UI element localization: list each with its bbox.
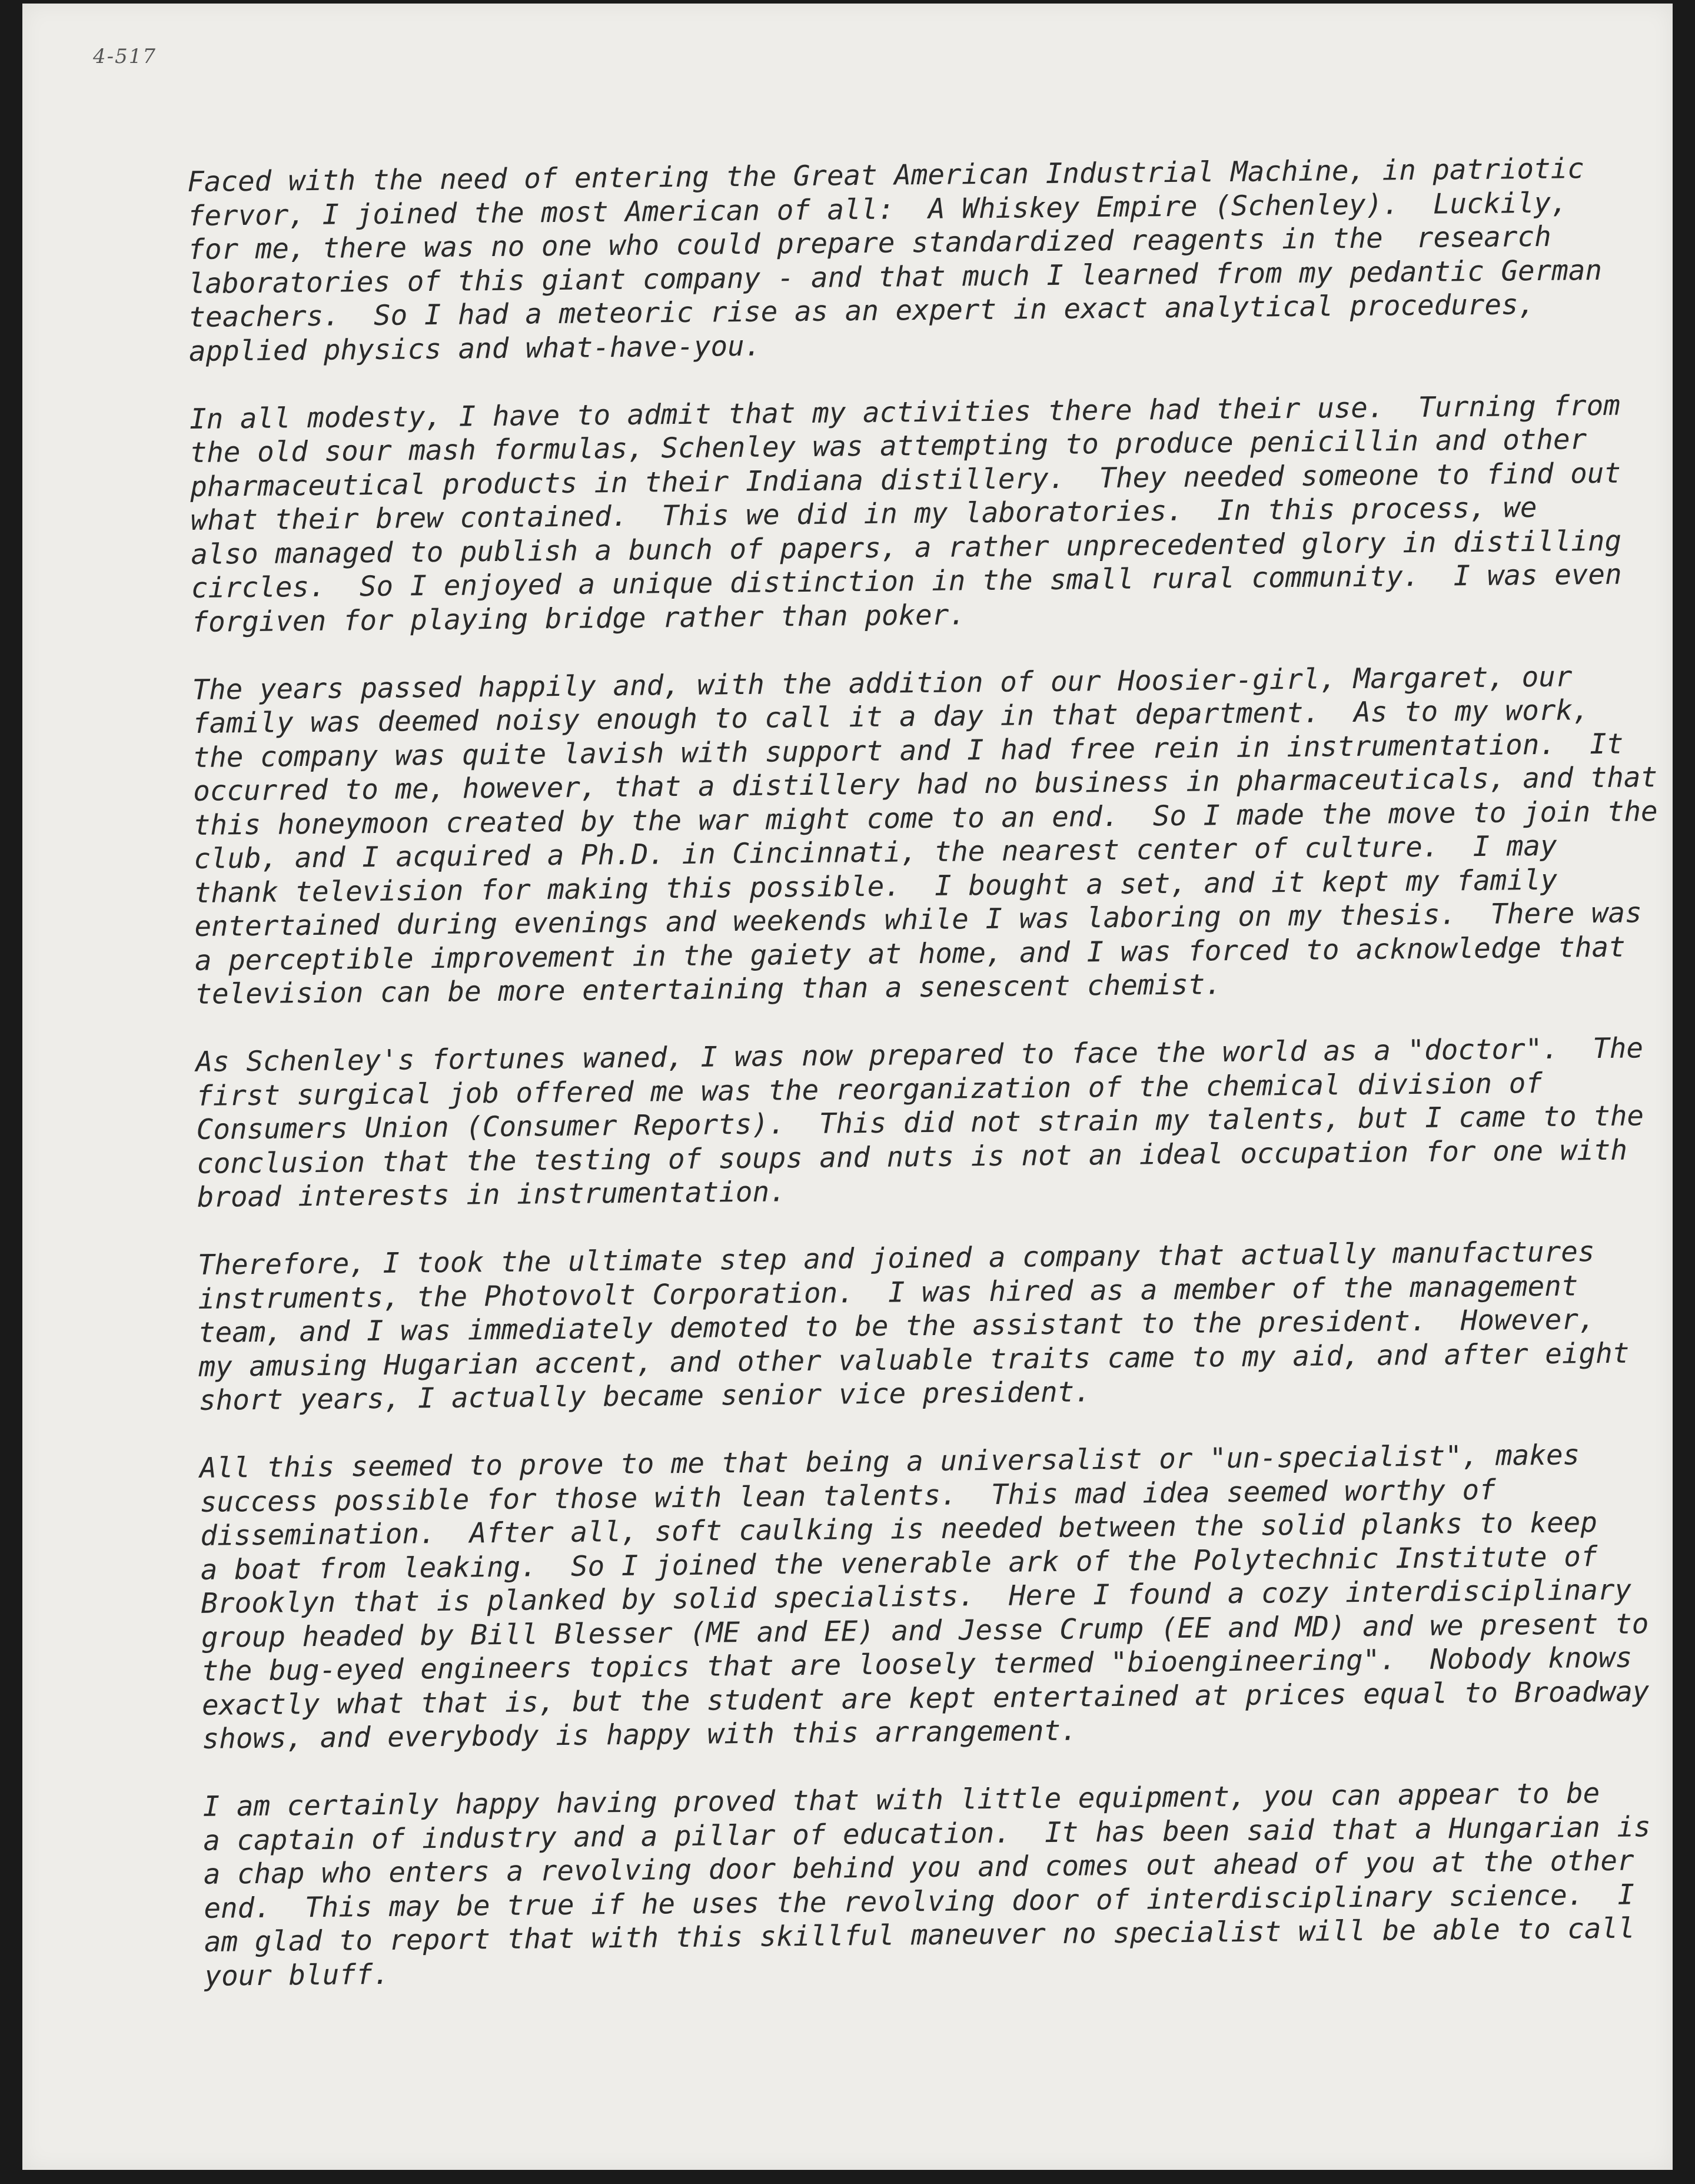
- text-line: a perceptible improvement in the gaiety at home, and I was forced to acknowledge that: [194, 931, 1626, 977]
- document-body: [187, 151, 1659, 2027]
- text-line: your bluff.: [204, 1958, 390, 1993]
- text-line: the company was quite lavish with support and I had free rein in instrumentation. It: [192, 728, 1624, 774]
- text-line: television can be more entertaining than a senescent chemist.: [195, 968, 1222, 1011]
- handwritten-mark: 4-517: [93, 45, 157, 68]
- text-line: conclusion that the testing of soups and nuts is not an ideal occupation for one with: [197, 1134, 1628, 1180]
- text-line: Brooklyn that is planked by solid specialists. Here I found a cozy interdisciplinary: [201, 1574, 1632, 1620]
- paragraph: [190, 389, 1646, 639]
- text-line: Faced with the need of entering the Great American Industrial Machine, in patriotic: [187, 152, 1585, 198]
- paragraph: [187, 151, 1643, 369]
- text-line: All this seemed to prove to me that being a universalist or "un-specialist", makes: [199, 1439, 1580, 1485]
- paragraph: [200, 1438, 1656, 1756]
- text-line: occurred to me, however, that a distillery had no business in pharmaceuticals, and that: [192, 761, 1658, 808]
- paragraph: [192, 659, 1658, 1012]
- text-line: shows, and everybody is happy with this arrangement.: [202, 1714, 1078, 1755]
- text-line: In all modesty, I have to admit that my activities there had their use. Turning from: [189, 389, 1621, 436]
- text-line: exactly what that is, but the student are kept entertained at prices equal to Broadway: [201, 1675, 1650, 1722]
- text-line: the old sour mash formulas, Schenley was attempting to produce penicillin and other: [190, 423, 1587, 469]
- text-line: As Schenley's fortunes waned, I was now prepared to face the world as a "doctor". The: [195, 1032, 1644, 1078]
- text-line: entertained during evenings and weekends while I was laboring on my thesis. There was: [194, 897, 1642, 943]
- paragraph: [198, 1234, 1653, 1418]
- text-line: pharmaceutical products in their Indiana distillery. They needed someone to find out: [190, 457, 1621, 503]
- text-line: the bug-eyed engineers topics that are loosely termed "bioengineering". Nobody knows: [201, 1641, 1633, 1688]
- text-line: club, and I acquired a Ph.D. in Cincinnati, the nearest center of culture. I may: [194, 829, 1557, 875]
- text-line: first surgical job offered me was the reorganization of the chemical division of: [195, 1067, 1543, 1113]
- text-line: my amusing Hugarian accent, and other valuable traits came to my aid, and after eight: [198, 1337, 1630, 1383]
- text-line: dissemination. After all, soft caulking is needed between the solid planks to keep: [200, 1506, 1598, 1552]
- text-line: end. This may be true if he uses the revolving door of interdisciplinary science. I: [204, 1878, 1635, 1925]
- text-line: success possible for those with lean talents. This mad idea seemed worthy of: [200, 1473, 1496, 1519]
- text-line: thank television for making this possible. I bought a set, and it kept my family: [194, 864, 1558, 910]
- paragraph: [195, 1031, 1651, 1214]
- text-line: what their brew contained. This we did in my laboratories. In this process, we: [190, 492, 1537, 537]
- text-line: group headed by Bill Blesser (ME and EE) and Jesse Crump (EE and MD) and we present to: [201, 1607, 1649, 1654]
- text-line: applied physics and what-have-you.: [188, 330, 762, 368]
- text-line: broad interests in instrumentation.: [197, 1176, 786, 1214]
- text-line: a boat from leaking. So I joined the venerable ark of the Polytechnic Institute of: [200, 1540, 1598, 1586]
- text-line: fervor, I joined the most American of all: A Whiskey Empire (Schenley). Luckily,: [187, 186, 1568, 233]
- text-line: Consumers Union (Consumer Reports). This did not strain my talents, but I came to the: [196, 1100, 1644, 1146]
- text-line: this honeymoon created by the war might come to an end. So I made the move to join the: [193, 795, 1658, 842]
- text-line: circles. So I enjoyed a unique distinction in the small rural community. I was even: [191, 558, 1622, 605]
- text-line: family was deemed noisy enough to call it a day in that department. As to my work,: [192, 694, 1590, 740]
- text-line: laboratories of this giant company - and that much I learned from my pedantic German: [188, 254, 1603, 300]
- text-line: short years, I actually became senior vice president.: [198, 1376, 1092, 1417]
- text-line: Therefore, I took the ultimate step and joined a company that actually manufactures: [197, 1236, 1595, 1282]
- text-line: I am certainly happy having proved that with little equipment, you can appear to be: [202, 1777, 1600, 1823]
- paragraph: [202, 1776, 1658, 1993]
- text-line: instruments, the Photovolt Corporation. I was hired as a member of the management: [198, 1269, 1578, 1316]
- text-line: team, and I was immediately demoted to be the assistant to the president. However,: [198, 1303, 1596, 1349]
- document-page: [22, 4, 1673, 2170]
- text-line: also managed to publish a bunch of papers, a rather unprecedented glory in distilling: [191, 525, 1622, 571]
- text-line: forgiven for playing bridge rather than poker.: [191, 598, 966, 639]
- text-line: for me, there was no one who could prepare standardized reagents in the research: [188, 220, 1551, 266]
- text-line: a captain of industry and a pillar of education. It has been said that a Hungarian is: [203, 1810, 1651, 1857]
- text-line: The years passed happily and, with the addition of our Hoosier-girl, Margaret, our: [192, 660, 1573, 706]
- text-line: am glad to report that with this skillful maneuver no specialist will be able to call: [204, 1912, 1635, 1959]
- text-line: a chap who enters a revolving door behind you and comes out ahead of you at the other: [203, 1844, 1634, 1891]
- text-line: teachers. So I had a meteoric rise as an expert in exact analytical procedures,: [188, 288, 1536, 334]
